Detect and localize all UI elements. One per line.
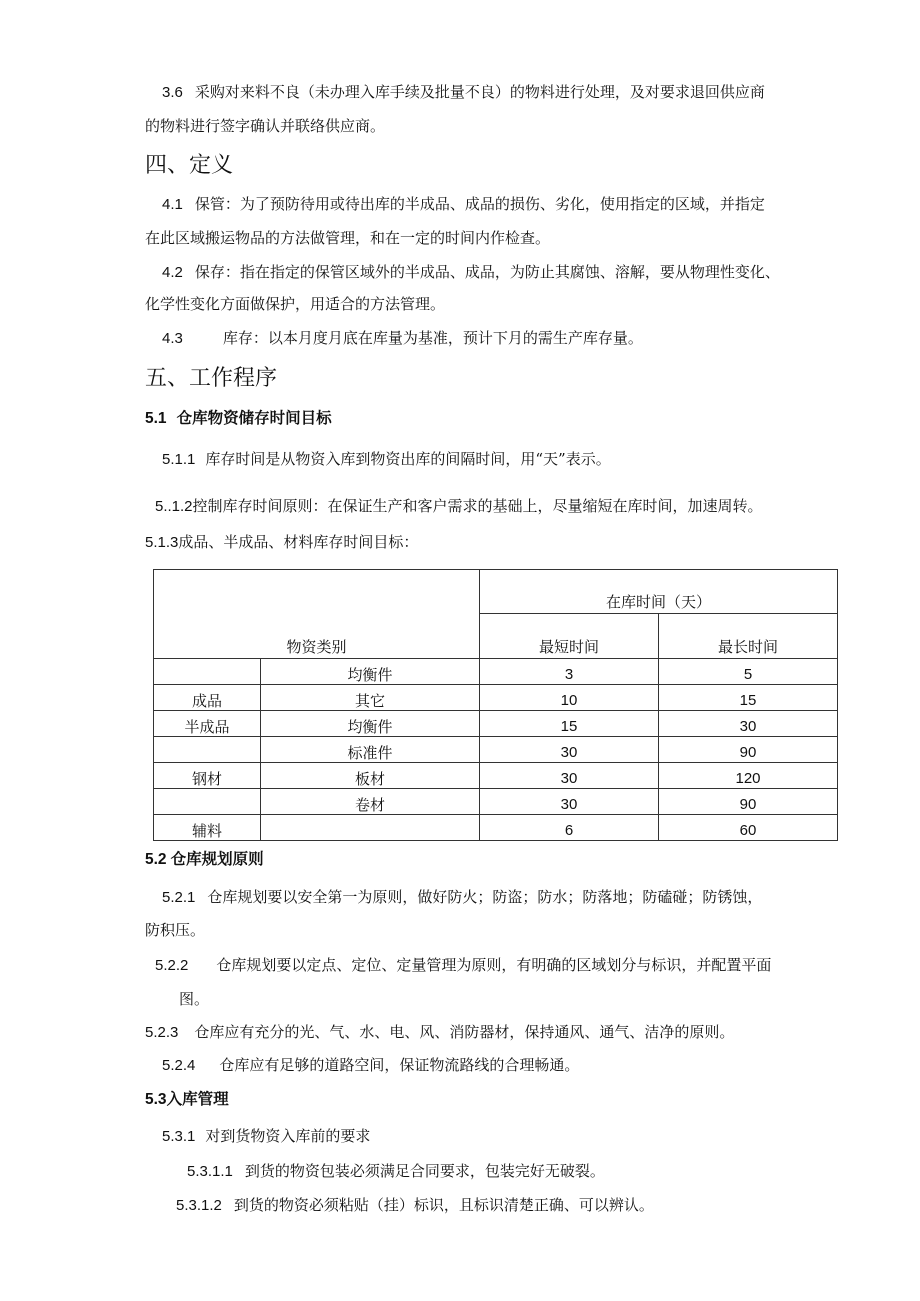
paragraph-text: 对到货物资入库前的要求 bbox=[205, 1127, 371, 1145]
table-row bbox=[154, 815, 838, 841]
paragraph-5-2-3 bbox=[145, 1023, 734, 1043]
item-cell: 板材 bbox=[261, 763, 480, 789]
section-heading-4: 四、定义 bbox=[145, 153, 234, 178]
paragraph-3-6-continued: 的物料进行签字确认并联络供应商。 bbox=[145, 117, 386, 135]
clause-number: 5.3.1.1 bbox=[187, 1163, 233, 1180]
paragraph-5-2-4 bbox=[162, 1056, 579, 1076]
paragraph-5-3-1-1 bbox=[187, 1162, 605, 1182]
max-cell: 5 bbox=[659, 659, 838, 685]
table-row bbox=[154, 737, 838, 763]
clause-number: 4.2 bbox=[162, 264, 183, 281]
paragraph-4-1 bbox=[162, 195, 765, 215]
section-heading-5: 五、工作程序 bbox=[145, 366, 278, 391]
paragraph-5-2-1-continued: 防积压。 bbox=[145, 921, 206, 939]
group-cell: 成品 bbox=[154, 685, 261, 711]
group-cell: 辅料 bbox=[154, 815, 261, 841]
storage-time-table bbox=[153, 569, 838, 841]
min-cell: 30 bbox=[480, 763, 659, 789]
min-cell: 6 bbox=[480, 815, 659, 841]
paragraph-text: 保管：为了预防待用或待出库的半成品、成品的损伤、劣化，使用指定的区域，并指定 bbox=[194, 195, 765, 213]
item-cell: 其它 bbox=[261, 685, 480, 711]
min-cell: 3 bbox=[480, 659, 659, 685]
paragraph-text: 仓库规划要以定点、定位、定量管理为原则，有明确的区域划分与标识，并配置平面 bbox=[216, 956, 772, 974]
subsection-title: 入库管理 bbox=[166, 1091, 229, 1108]
header-min-time: 最短时间 bbox=[480, 614, 659, 659]
max-cell: 30 bbox=[659, 711, 838, 737]
paragraph-text: 仓库应有足够的道路空间，保证物流路线的合理畅通。 bbox=[219, 1056, 580, 1074]
paragraph-5-1-1 bbox=[162, 450, 611, 470]
paragraph-text: 成品、半成品、材料库存时间目标： bbox=[178, 533, 419, 551]
header-time: 在库时间（天） bbox=[480, 570, 838, 614]
clause-number: 5.2.4 bbox=[162, 1057, 196, 1074]
subsection-title: 仓库物资储存时间目标 bbox=[176, 410, 332, 427]
paragraph-4-1-continued: 在此区域搬运物品的方法做管理，和在一定的时间内作检查。 bbox=[145, 229, 551, 247]
paragraph-text: 控制库存时间原则：在保证生产和客户需求的基础上，尽量缩短在库时间，加速周转。 bbox=[192, 497, 763, 515]
max-cell: 15 bbox=[659, 685, 838, 711]
group-cell bbox=[154, 737, 261, 763]
paragraph-3-6 bbox=[162, 83, 765, 103]
clause-number: 4.3 bbox=[162, 330, 183, 347]
item-cell: 均衡件 bbox=[261, 659, 480, 685]
max-cell: 90 bbox=[659, 789, 838, 815]
table-row bbox=[154, 685, 838, 711]
item-cell bbox=[261, 815, 480, 841]
header-category: 物资类别 bbox=[154, 570, 480, 659]
paragraph-text: 仓库规划要以安全第一为原则，做好防火；防盗；防水；防落地；防磕碰；防锈蚀， bbox=[207, 888, 763, 906]
group-cell bbox=[154, 659, 261, 685]
table-row bbox=[154, 789, 838, 815]
clause-number: 5.2.3 bbox=[145, 1024, 179, 1041]
item-cell: 标准件 bbox=[261, 737, 480, 763]
paragraph-5-2-1 bbox=[162, 888, 762, 908]
clause-number: 5.3 bbox=[145, 1091, 167, 1108]
group-cell bbox=[154, 789, 261, 815]
clause-number: 5.3.1 bbox=[162, 1128, 196, 1145]
clause-number: 5.3.1.2 bbox=[176, 1197, 222, 1214]
paragraph-5-3-1-2 bbox=[176, 1196, 654, 1216]
clause-number: 4.1 bbox=[162, 196, 183, 213]
header-max-time: 最长时间 bbox=[659, 614, 838, 659]
max-cell: 90 bbox=[659, 737, 838, 763]
paragraph-5-1-2 bbox=[155, 497, 763, 517]
paragraph-4-2 bbox=[162, 263, 780, 283]
paragraph-text: 采购对来料不良（未办理入库手续及批量不良）的物料进行处理，及对要求退回供应商 bbox=[194, 83, 765, 101]
paragraph-text: 到货的物资包装必须满足合同要求，包装完好无破裂。 bbox=[244, 1162, 605, 1180]
clause-number: 5..1.2 bbox=[155, 498, 193, 515]
paragraph-4-3 bbox=[162, 329, 643, 349]
table-row bbox=[154, 711, 838, 737]
clause-number: 3.6 bbox=[162, 84, 183, 101]
min-cell: 15 bbox=[480, 711, 659, 737]
max-cell: 120 bbox=[659, 763, 838, 789]
clause-number: 5.1 bbox=[145, 410, 167, 427]
subsection-heading-5-2 bbox=[145, 850, 264, 870]
item-cell: 均衡件 bbox=[261, 711, 480, 737]
subsection-heading-5-3 bbox=[145, 1090, 229, 1110]
paragraph-5-2-2 bbox=[155, 956, 771, 976]
paragraph-5-3-1 bbox=[162, 1127, 370, 1147]
subsection-heading-5-1 bbox=[145, 409, 332, 429]
group-cell: 半成品 bbox=[154, 711, 261, 737]
paragraph-4-2-continued: 化学性变化方面做保护，用适合的方法管理。 bbox=[145, 295, 446, 313]
paragraph-text: 库存时间是从物资入库到物资出库的间隔时间，用“天”表示。 bbox=[205, 450, 611, 468]
paragraph-text: 仓库应有充分的光、气、水、电、风、消防器材，保持通风、通气、洁净的原则。 bbox=[194, 1023, 735, 1041]
group-cell: 钢材 bbox=[154, 763, 261, 789]
min-cell: 30 bbox=[480, 789, 659, 815]
clause-number: 5.2.2 bbox=[155, 957, 189, 974]
clause-number: 5.1.1 bbox=[162, 451, 196, 468]
paragraph-text: 保存：指在指定的保管区域外的半成品、成品，为防止其腐蚀、溶解，要从物理性变化、 bbox=[194, 263, 780, 281]
paragraph-text: 到货的物资必须粘贴（挂）标识，且标识清楚正确、可以辨认。 bbox=[233, 1196, 654, 1214]
subsection-title: 仓库规划原则 bbox=[170, 851, 264, 868]
paragraph-text: 库存：以本月度月底在库量为基准，预计下月的需生产库存量。 bbox=[222, 329, 643, 347]
table-row bbox=[154, 763, 838, 789]
clause-number: 5.2 bbox=[145, 851, 167, 868]
min-cell: 30 bbox=[480, 737, 659, 763]
paragraph-5-2-2-continued: 图。 bbox=[179, 990, 210, 1008]
clause-number: 5.2.1 bbox=[162, 889, 196, 906]
item-cell: 卷材 bbox=[261, 789, 480, 815]
table-row bbox=[154, 659, 838, 685]
min-cell: 10 bbox=[480, 685, 659, 711]
max-cell: 60 bbox=[659, 815, 838, 841]
clause-number: 5.1.3 bbox=[145, 534, 179, 551]
paragraph-5-1-3 bbox=[145, 533, 418, 553]
